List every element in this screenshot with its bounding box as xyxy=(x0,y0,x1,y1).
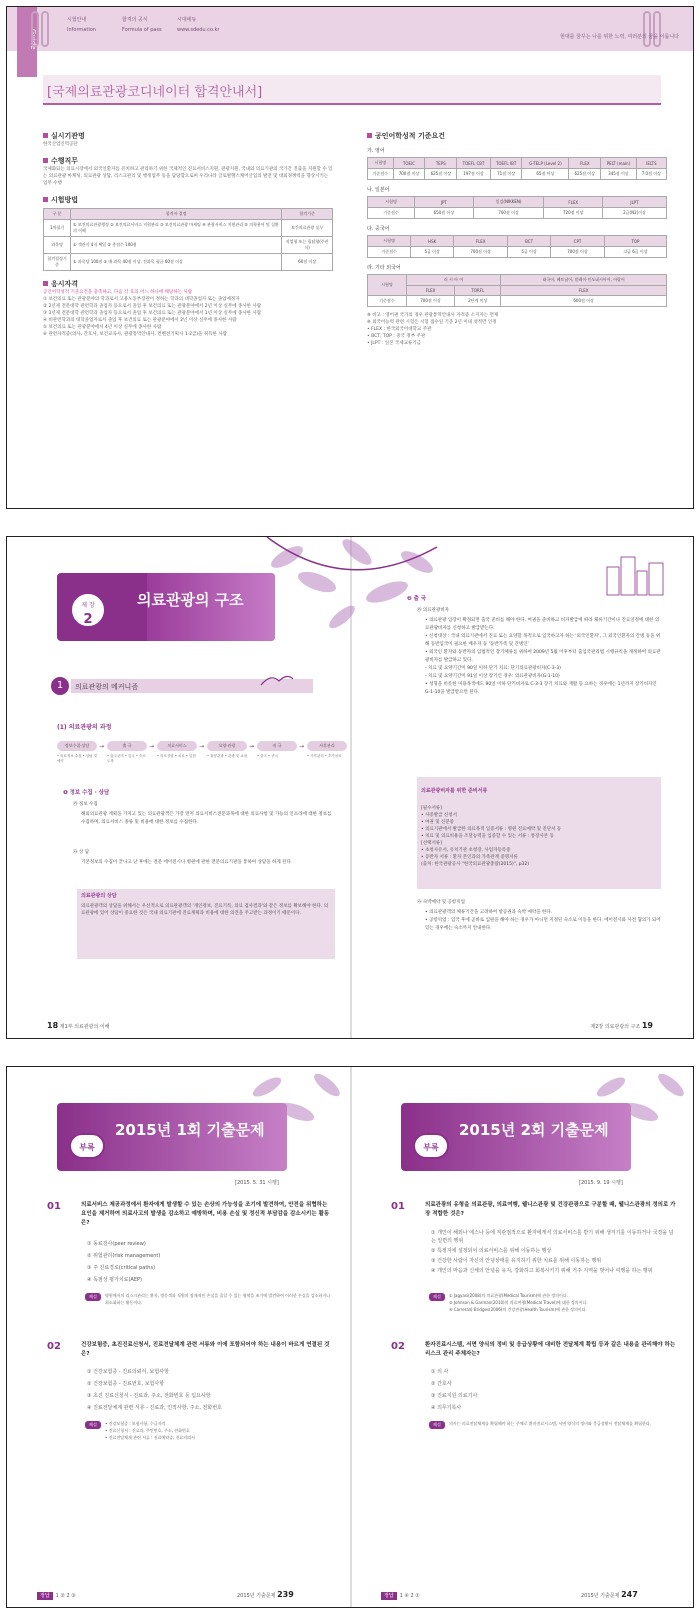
list-item: ② 2년제 전문대학 관련학과 졸업자 등으로서 졸업 후 보건의료 또는 관광분야에서 2년 이상 실무에 종사한 사람 xyxy=(43,304,262,309)
question-text: 환자진료시스템, 서면 양식의 정비 및 응급상황에 대비한 전달체계 확립 등과 같은 내용을 관리해야 하는 리스크 관리 주체자는? xyxy=(425,1342,676,1357)
list-item: ④ 비관련학과의 대학졸업자로서 졸업 후 보건의료 또는 관광분야에서 2년 이상 실무에 종사한 사람 xyxy=(43,318,237,323)
table-row: 기준점수 700점 이상 2단계 이상 600점 이상 xyxy=(368,296,667,307)
section-heading: 시험방법 xyxy=(43,195,333,205)
page-footer-left: 18 제1부 의료관광의 이해 xyxy=(47,1021,110,1030)
explanation: 의사는 의료전달체계를 확립해야 하는 주체로 환자진료시스템, 서면 양식의 정비와 응급상황시 전달체계를 확립한다. xyxy=(449,1421,651,1426)
answer-option: ③ 건강한 사람이 자신의 안녕상태를 유지하기 위한 치료를 위해 이동하는 행위 xyxy=(431,1258,602,1264)
note: • FLEX : 한국외국어대학교 주관 xyxy=(367,327,432,332)
arrow-right-icon: → xyxy=(199,743,205,750)
exam-method-table: 구 분 합격자 결정 합격기준 1차필기 ① 보건의료관광행정 ② 보건의료서비스 지원관리 ③ 보건의료관광 마케팅 ④ 관광서비스 지원관리 ⑤ 의학용어 및 질환의 이해 보건의료관광 실무 과목명 ① 객관식 4지 택일 ② 총점수 100점 작업형 또는 필답형(주관식) 합격결정기준 ① 과목당 100점 ② 매 과목 40점 이상, 전과목 평균 60점 이상 60점 이상 xyxy=(43,208,333,271)
right-column xyxy=(367,123,667,347)
header-col-info: 시험안내 Information xyxy=(67,17,96,33)
process-heading: (1) 의료관광의 과정 xyxy=(57,724,112,731)
exam-title: 2015년 2회 기출문제 xyxy=(459,1121,609,1139)
page-footer-right: 2015년 기출문제 247 xyxy=(581,1590,638,1599)
question-number: 01 xyxy=(47,1201,61,1212)
other-language-table: 시험명 러 시 아 어 태국어, 베트남어, 말레이·인도네시아어, 아랍어 FLEX TORFL FLEX 기준점수 700점 이상 2단계 이상 600점 이상 xyxy=(367,274,667,307)
page-title: [국제의료관광코디네이터 합격안내서] xyxy=(43,75,661,103)
answer-option: ② 간호사 xyxy=(431,1381,452,1387)
flow-step: 의료서비스 xyxy=(157,741,197,751)
explanation: 병원에서의 리스크관리는 환자, 방문객과 직원의 잠재적인 손실을 줄일 수 있는 영역을 조기에 발견하여 이러한 손실을 감소하거나 최소화하는 활동이다. xyxy=(105,1293,331,1305)
subsection-label: 가. 영어 xyxy=(367,148,385,154)
note: ※ 비고 : 영어권 국가의 경우 관광통역안내사 자격증 소지자는 면제 xyxy=(367,313,499,318)
item-heading: ㉮ 의료관광비자 xyxy=(417,608,450,613)
subsection-label: 다. 중국어 xyxy=(367,226,390,232)
answer-option: ④ 독점성 평가치료(AEP) xyxy=(87,1277,142,1283)
flow-step: 요양·관광 xyxy=(207,741,247,751)
answer-option: ① 건강보험증 - 진료의뢰서, 보험사항 xyxy=(87,1369,169,1375)
answer-option: ④ 진료전달체계 관련 서류 - 진료과, 인적사항, 주소, 전화번호 xyxy=(87,1405,222,1411)
flow-step: 정보수집·상담 xyxy=(57,741,97,751)
exam-date: [2015. 5. 31 시행] xyxy=(235,1180,279,1186)
section-text: 국제화되는 의료시장에서 외국인환자를 유치하고 관리하기 위한 국제적인 진료서비스지원, 관광지원, 국내외 의료기관의 국가간 진출을 지원할 수 있는 의료관광 마케팅, 의료관광 상담, 리스크관리 및 행정업무 등을 담당함으로써 우리나라 글로벌헬스케어산업의 발전 및 대외경쟁력을 향상시키는 업무 수행 xyxy=(43,167,333,186)
answer-key: 정답 1 ② 2 ③ xyxy=(37,1592,76,1599)
table-row: 기준점수 650점 이상 700점 이상 720점 이상 2급(N2)이상 xyxy=(368,208,667,219)
paragraph: • 의료관광객의 체류기간을 고려하여 항공권과 숙박 예약을 한다. • 공항픽업 : 입국 후에 곧바로 입원을 해야 하는 경우가 아니면 지정된 숙소로 이동을 한다. 에이전시와 사전 협의가 되어 있는 경우에는 숙소까지 안내한다. xyxy=(425,910,661,931)
arrow-right-icon: → xyxy=(299,743,305,750)
question-text: 의료관광의 유형을 의료관광, 의료여행, 웰니스관광 및 건강관광으로 구분할 때, 웰니스관광의 정의로 가장 적합한 것은? xyxy=(425,1202,676,1217)
spread-past-exams xyxy=(6,1066,694,1608)
answer-option: ④ 의무기록사 xyxy=(431,1405,462,1411)
question-number: 02 xyxy=(47,1341,61,1352)
paragraph: • 의료관광 입장이 확정되면 출국 준비를 해야 한다. 여권을 준비하고 비자발급에 따라 체류기간이나 진료일정에 대한 의료관광비자를 신청하고 발급받는다. • 신청대상 : 국내 의료기관에서 진료 또는 요양할 목적으로 입국하고자 하는 '외국인환자', 그 외국인환자의 간병 등을 위해 동반입국이 필요한 배우자 등 '동반가족 및 간병인' • 외국인 환자와 동반자의 입법적인 장기체류를 위하여 2009년 5월 이후부터 출입국관리법 시행규칙을 개정하여 의료관광비자를 발급하고 있다. - 치료 및 요양기간이 90일 이하 단기 치료: 단기의료관광비자(C-3-3) - 치료 및 요양기간이 91일 이상 장기인 경우: 의료관광비자(G-1-10) • 성형을 비롯한 미용목적에도 90일 이하 단기비자로 C-3-3 장기 치료와 재활 등 요하는 경우에는 1년까지 장기비자인 G-1-10을 발급받으면 된다. xyxy=(425,618,661,695)
appendix-badge: 부록 xyxy=(413,1133,449,1159)
list-item: ① 보건의료 또는 관광분야의 학과로서 고용노동부장관이 정하는 학과의 대학졸업자 또는 졸업예정자 xyxy=(43,297,240,302)
exam-date: [2015. 9. 19 시행] xyxy=(579,1180,623,1186)
item-heading: ㉯ 상 담 xyxy=(73,850,90,855)
explanation-icon: 해설 xyxy=(429,1421,445,1429)
note: • BCT, TOP : 중국 정부 주관 xyxy=(367,334,426,339)
english-score-table: 시험명 TOEIC TEPS TOEFL CBT TOEFL IBT G-TELP (Level 2) FLEX PELT (main) IELTS 기준점수 700점 이상 625점 이상 197점 이상 71점 이상 65점 이상 625점 이상 345점 이상 7.0점 이상 xyxy=(367,157,667,180)
section-heading: 응시자격 xyxy=(43,279,333,289)
section-title: 의료관광의 메커니즘 xyxy=(71,679,313,693)
flow-step-detail: • 출국준비 • 입국 • 숙소도착 xyxy=(107,754,146,763)
explanation: ① Jagyasi(2008)의 의료관광(Medical Tourism)에 관한 정의이다. ② Johnson & Garman(2010)의 의료여행(Medical Travel)에 대한 정의이다. ④ Carrera와 Bridges(2006)의 건강관광(Health Tourism)에 관한 정의이다. xyxy=(449,1293,588,1312)
flow-step: 사후관리 xyxy=(307,741,347,751)
flow-step-detail: • 의료정보 수집 • 상담 및 예약 xyxy=(57,754,98,763)
question-number: 02 xyxy=(391,1341,405,1352)
gutter xyxy=(350,1067,352,1607)
japanese-score-table: 시험명 JPT 일검(NIKKEN) FLEX JLPT 기준점수 650점 이상 700점 이상 720점 이상 2급(N2)이상 xyxy=(367,196,667,219)
page-footer-right: 제2장 의료관광의 구조 19 xyxy=(590,1021,653,1030)
list-item: ⑥ 관련자격증(의사, 간호사, 보건교육사, 관광통역안내사, 컨벤션기획사 1·2급)을 취득한 사람 xyxy=(43,332,228,337)
note: • JLPT : 일본 국제교류기금 xyxy=(367,341,421,346)
subsection-label: 나. 일본어 xyxy=(367,187,390,193)
answer-option: ② 건강보험증 - 진료번호, 보험사항 xyxy=(87,1381,165,1387)
exam-title: 2015년 1회 기출문제 xyxy=(115,1121,265,1139)
explanation: • 건강보험증 : 보험사항, 수급자격 • 진료신청서 : 진료과, 주민번호, 주소, 전화번호 • 진료전달체계 관련 서류 : 진료예약증, 진료의뢰서 xyxy=(105,1421,195,1440)
explanation-icon: 해설 xyxy=(85,1293,101,1301)
header-right-slogan: 현대를 꿈꾸는 나를 위한 노력, 여러분의 꿈을 이룹니다 xyxy=(560,34,679,40)
flow-step: 출 국 xyxy=(107,741,147,751)
question-text: 의료서비스 제공과정에서 환자에게 발생할 수 있는 손상의 가능성을 조기에 발견하여, 안전을 위협하는 요인을 제거하여 의료사고의 발생을 감소하고 예방하며, 비용 손실 및 정신적 부담감을 감소시키는 활동은? xyxy=(81,1202,330,1226)
header-col-site: 시대에듀 www.sdedu.co.kr xyxy=(177,17,220,33)
item-heading: ㉯ 숙박예약 및 공항픽업 xyxy=(417,900,465,905)
table-row: 과목명 ① 객관식 4지 택일 ② 총점수 100점 작업형 또는 필답형(주관식) xyxy=(44,237,333,254)
section-heading: 공인어학성적 기준요건 xyxy=(367,131,667,141)
section-heading: 수행직무 xyxy=(43,156,333,166)
question-number: 01 xyxy=(391,1201,405,1212)
flow-step-detail: • 의료상담 • 치료 • 입원 xyxy=(157,754,196,758)
flow-step: 귀 국 xyxy=(257,741,297,751)
info-box: 의료관광의 상담 의료관광객의 상담을 위해서는 우선적으로 의료관광객의 '개인정보, 진료기록, 의료 검사결과'와 같은 정보를 확보해야 한다. 의료관광에 있어 상담이 중요한 것은 국내 의료기관에 진료계획과 비용에 대한 의견을 주고받는 과정이기 때문이다. xyxy=(77,889,335,959)
info-box: 의료관광비자를 위한 준비서류 [필수서류] • 사증발급 신청서 • 여권 및 신분증 • 의료기관에서 발급한 의료목적 입증서류 : 병원 진료예약 및 진단서 등 • 치료 및 의료비용을 조달능력을 입증할 수 있는 서류 : 통장사본 등 [선택서류] • 초청사유서, 유치기관 초청장, 사업자등록증 • 동반자 서류 : 환자 본인과의 가족관계 증명서류 (출처: 한국관광공사 "한국의료관광총람(2015)", p32) xyxy=(417,777,661,889)
answer-option: ③ 진료지원 의료기사 xyxy=(431,1393,478,1399)
question-text: 건강보험증, 초진진료신청서, 진료전달체계 관련 서류와 이에 포함되어야 하는 내용이 바르게 연결된 것은? xyxy=(81,1342,330,1357)
table-row: 기준점수 700점 이상 625점 이상 197점 이상 71점 이상 65점 이상 625점 이상 345점 이상 7.0점 이상 xyxy=(368,169,667,180)
arrow-right-icon: → xyxy=(249,743,255,750)
header-col-formula: 합격의 공식 Formula of pass xyxy=(122,17,162,33)
flow-step-detail: • 출국 • 귀국 xyxy=(257,754,278,758)
appendix-badge: 부록 xyxy=(69,1133,105,1159)
page-footer-left: 2015년 기출문제 239 xyxy=(237,1590,294,1599)
paragraph: 해외의료관광 계획을 가지고 있는 의료관광객은 가장 먼저 의료서비스전문과목에 대한 의료사항 및 가능의 인프라에 대한 정보를 수집하며, 의료서비스 종류 및 비용에 대한 정보를 수집한다. xyxy=(81,812,332,825)
list-item: ③ 3년제 전문대학 관련학과 졸업자 등으로서 졸업 후 보건의료 또는 관광분야에서 1년 이상 실무에 종사한 사람 xyxy=(43,311,262,316)
spread-exam-guide xyxy=(6,6,694,509)
answer-option: ③ 초진 진료신청서 - 진료과, 주소, 전화번호 등 입요사항 xyxy=(87,1393,211,1399)
header-band xyxy=(7,7,693,51)
binder-rings-left xyxy=(27,11,67,47)
spread-chapter-2 xyxy=(6,536,694,1039)
arrow-right-icon: → xyxy=(99,743,105,750)
subsection-heading: ❶ 정보 수집 · 상담 xyxy=(63,790,110,796)
answer-option: ③ 주 진료경로(critical paths) xyxy=(87,1265,156,1271)
answer-option: ② 특정지에 설정되어 의료서비스를 위해 이동하는 행상 xyxy=(431,1248,552,1254)
flow-step-detail: • 사후관리 • 추가치료 xyxy=(307,754,342,758)
bird-icon xyxy=(257,671,297,691)
left-column xyxy=(43,123,333,338)
answer-option: ② 위험관리(risk management) xyxy=(87,1253,161,1259)
answer-option: ④ 개인의 마음과 신체의 안녕을 유지, 강화하고 회복시키기 위해 거주 지역을 벗어나 여행을 하는 행위 xyxy=(431,1268,653,1274)
item-heading: ㉮ 정보 수집 xyxy=(73,802,98,807)
answer-key: 정답 1 ④ 2 ① xyxy=(381,1592,420,1599)
section-text: 한국산업인력공단 xyxy=(43,142,78,147)
guide-tab: Guide xyxy=(17,7,37,77)
process-flow xyxy=(57,741,347,781)
binder-rings-right xyxy=(639,11,679,47)
table-row: 합격결정기준 ① 과목당 100점 ② 매 과목 40점 이상, 전과목 평균 60점 이상 60점 이상 xyxy=(44,254,333,271)
paragraph: 기본정보의 수집이 끝나고 난 후에는 전문 에이전시나 병원에 관한 전문의료기관을 통하여 상담을 하게 된다. xyxy=(81,860,293,865)
answer-option: ① 의 사 xyxy=(431,1369,449,1375)
list-item: ⑤ 보건의료 또는 관광분야에서 4년 이상 실무에 종사한 사람 xyxy=(43,325,162,330)
chinese-score-table: 시험명 HSK FLEX BCT CPT TOP 기준점수 5급 이상 700점 이상 5급 이상 700점 이상 고급 6급 이상 xyxy=(367,235,667,258)
building-icon xyxy=(597,547,677,597)
explanation-icon: 해설 xyxy=(85,1421,101,1429)
eligibility-intro: 공인어학성적 기준요건을 충족하고, 다음 각 호의 어느 하나에 해당하는 사람 xyxy=(43,290,193,295)
section-number: 1 xyxy=(51,677,69,695)
answer-option: ① 동료검사(peer review) xyxy=(87,1241,146,1247)
chapter-badge: 제 장 2 xyxy=(69,591,107,629)
answer-option: ① 개인이 해외나 에스나 등에 직관점적으로 환자에게서 의료서비스를 받기 위해 생겨기를 이동하거나 국경을 넘는 일련의 행위 xyxy=(431,1230,674,1244)
flow-step-detail: • 휴양관광 • 관광 및 쇼핑 xyxy=(207,754,248,758)
chapter-title: 의료관광의 구조 xyxy=(137,591,244,609)
table-row: 기준점수 5급 이상 700점 이상 5급 이상 700점 이상 고급 6급 이상 xyxy=(368,247,667,258)
explanation-icon: 해설 xyxy=(429,1293,445,1301)
table-row: 1차필기 ① 보건의료관광행정 ② 보건의료서비스 지원관리 ③ 보건의료관광 마케팅 ④ 관광서비스 지원관리 ⑤ 의학용어 및 질환의 이해 보건의료관광 실무 xyxy=(44,220,333,237)
subsection-label: 라. 기타 외국어 xyxy=(367,265,401,271)
section-heading: 실시기관명 xyxy=(43,131,333,141)
arrow-right-icon: → xyxy=(149,743,155,750)
leaf-ornament-icon xyxy=(247,537,447,647)
subsection-heading: ❷ 출 국 xyxy=(407,596,427,602)
note: ※ 외국어능력 관련 시험은 시험 접수일 기준 2년 이내 성적만 인정 xyxy=(367,320,497,325)
